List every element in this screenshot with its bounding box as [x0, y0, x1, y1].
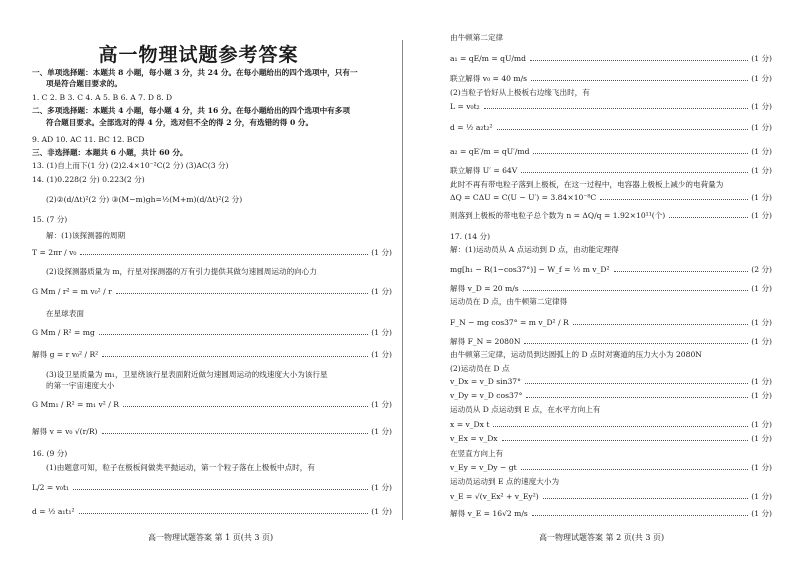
- dot-leader: [543, 498, 749, 499]
- score-points: (2 分): [751, 265, 772, 274]
- dot-leader: [102, 356, 368, 357]
- score-points: (1 分): [751, 193, 772, 202]
- text-line: 二、多项选择题：本题共 4 小题，每小题 4 分，共 16 分。在每小题给出的四个选项中有多项: [32, 106, 350, 115]
- formula-line: [32, 507, 392, 517]
- formula-line: [450, 420, 772, 430]
- formula-expression: G Mm₁ / R² = m₁ v² / R: [32, 400, 119, 409]
- text-line: (2)设探测器质量为 m，行星对探测器的万有引力提供其做匀速圆周运动的向心力: [46, 267, 317, 276]
- formula-expression: 解得 F_N = 2080N: [450, 337, 521, 346]
- score-points: (1 分): [751, 509, 772, 518]
- formula-line: [450, 337, 772, 347]
- dot-leader: [73, 489, 368, 490]
- text-line: 符合题目要求。全部选对的得 4 分，选对但不全的得 2 分，有选错的得 0 分。: [46, 118, 314, 127]
- page-1-footer: 高一物理试题答案 第 1 页(共 3 页): [148, 533, 274, 542]
- formula-line: [450, 102, 772, 112]
- score-points: (1 分): [751, 337, 772, 346]
- score-points: (1 分): [371, 248, 392, 257]
- score-points: (1 分): [371, 507, 392, 516]
- text-line: 三、非选择题：本题共 6 小题，共计 60 分。: [32, 148, 188, 157]
- score-points: (1 分): [751, 377, 772, 386]
- dot-leader: [525, 383, 748, 384]
- text-line: 运动员在 D 点，由牛顿第二定律得: [450, 297, 568, 306]
- text-line: 15. (7 分): [32, 215, 68, 224]
- formula-line: [450, 318, 772, 328]
- dot-leader: [533, 153, 748, 154]
- formula-expression: d = ½ a₂t₂²: [450, 123, 493, 132]
- formula-line: [450, 265, 772, 275]
- page-title: 高一物理试题参考答案: [98, 44, 299, 66]
- text-line: 9. AD 10. AC 11. BC 12. BCD: [32, 135, 145, 144]
- text-line: 运动员运动到 E 点的速度大小为: [450, 477, 560, 486]
- score-points: (1 分): [751, 211, 772, 220]
- text-line: 17. (14 分): [450, 232, 491, 241]
- dot-leader: [573, 324, 749, 325]
- text-line: 13. (1)自上而下(1 分) (2)2.4×10⁻²C(2 分) (3)AC(3 分): [32, 161, 229, 170]
- text-line: 解：(1)该探测器的周期: [46, 231, 126, 240]
- text-line: (2)当粒子恰好从上极板右边缘飞出时，有: [450, 88, 590, 97]
- text-line: 项是符合题目要求的。: [46, 79, 122, 88]
- text-line: 一、单项选择题：本题共 8 小题，每小题 3 分，共 24 分。在每小题给出的四个选项中，只有一: [32, 68, 358, 77]
- formula-line: [32, 427, 392, 437]
- score-points: (1 分): [751, 391, 772, 400]
- formula-expression: x = v_Dx t: [450, 420, 490, 429]
- score-points: (1 分): [371, 427, 392, 436]
- answer-page-2: [397, 0, 794, 563]
- formula-line: [32, 400, 392, 410]
- score-points: (1 分): [751, 434, 772, 443]
- formula-expression: v_Dx = v_D sin37°: [450, 377, 521, 386]
- dot-leader: [524, 343, 748, 344]
- text-line: (1)由题意可知，粒子在极板间做类平抛运动，第一个粒子落在上极板中点时，有: [46, 463, 315, 472]
- text-line: 在星球表面: [46, 309, 84, 318]
- text-line: 在竖直方向上有: [450, 449, 504, 458]
- dot-leader: [530, 60, 748, 61]
- page-2-footer: 高一物理试题答案 第 2 页(共 3 页): [539, 533, 665, 542]
- formula-line: [450, 391, 772, 401]
- dot-leader: [493, 426, 748, 427]
- score-points: (1 分): [751, 420, 772, 429]
- text-line: 此时不再有带电粒子落到上极板，在这一过程中，电容器上极板上减少的电荷量为: [450, 180, 724, 189]
- dot-leader: [526, 397, 748, 398]
- text-line: 解：(1)运动员从 A 点运动到 D 点，由动能定理得: [450, 245, 619, 254]
- text-line: 16. (9 分): [32, 449, 68, 458]
- formula-expression: 联立解得 U′ = 64V: [450, 166, 518, 175]
- text-line: 14. (1)0.228(2 分) 0.223(2 分): [32, 175, 145, 184]
- dot-leader: [531, 80, 748, 81]
- text-line: 运动员从 D 点运动到 E 点，在水平方向上有: [450, 405, 601, 414]
- formula-expression: 联立解得 v₀ = 40 m/s: [450, 74, 528, 83]
- formula-expression: a₂ = qE′/m = qU′/md: [450, 147, 530, 156]
- score-points: (1 分): [371, 350, 392, 359]
- dot-leader: [523, 290, 749, 291]
- formula-expression: a₁ = qE/m = qU/md: [450, 54, 526, 63]
- score-points: (1 分): [751, 74, 772, 83]
- dot-leader: [123, 406, 368, 407]
- formula-expression: d = ½ a₁t₁²: [32, 507, 75, 516]
- formula-line: [450, 54, 772, 64]
- dot-leader: [532, 515, 748, 516]
- formula-line: [450, 284, 772, 294]
- text-line: 1. C 2. B 3. C 4. A 5. B 6. A 7. D 8. D: [32, 93, 173, 102]
- formula-expression: G Mm / R² = mg: [32, 328, 95, 337]
- formula-expression: 解得 v_E = 16√2 m/s: [450, 509, 528, 518]
- score-points: (1 分): [751, 284, 772, 293]
- dot-leader: [502, 440, 749, 441]
- formula-expression: v_E = √(v_Ex² + v_Ey²): [450, 492, 539, 501]
- formula-expression: T = 2πr / v₀: [32, 248, 77, 257]
- text-line: (3)设卫星质量为 m₁，卫星绕该行星表面附近做匀速圆周运动的线速度大小为该行星: [46, 370, 328, 379]
- score-points: (1 分): [371, 483, 392, 492]
- text-line: 由牛顿第三定律，运动员到达圆弧上的 D 点时对赛道的压力大小为 2080N: [450, 350, 702, 359]
- dot-leader: [80, 254, 368, 255]
- formula-line: [450, 193, 772, 203]
- dot-leader: [521, 469, 749, 470]
- formula-line: [32, 483, 392, 493]
- formula-expression: L/2 = v₀t₁: [32, 483, 70, 492]
- score-points: (1 分): [371, 287, 392, 296]
- dot-leader: [521, 172, 748, 173]
- formula-expression: ΔQ = CΔU = C(U − U′) = 3.84×10⁻⁸C: [450, 193, 597, 202]
- score-points: (1 分): [751, 463, 772, 472]
- score-points: (1 分): [751, 318, 772, 327]
- formula-line: [450, 509, 772, 519]
- formula-line: [450, 147, 772, 157]
- score-points: (1 分): [751, 54, 772, 63]
- formula-line: [32, 350, 392, 360]
- score-points: (1 分): [751, 102, 772, 111]
- score-points: (1 分): [751, 492, 772, 501]
- dot-leader: [99, 334, 368, 335]
- text-line: 的第一宇宙速度大小: [46, 381, 115, 390]
- formula-line: [32, 248, 392, 258]
- score-points: (1 分): [371, 400, 392, 409]
- formula-expression: 解得 g = r v₀² / R²: [32, 350, 99, 359]
- formula-line: [450, 377, 772, 387]
- dot-leader: [497, 129, 749, 130]
- formula-expression: v_Ex = v_Dx: [450, 434, 498, 443]
- score-points: (1 分): [751, 147, 772, 156]
- text-line: 由牛顿第二定律: [450, 33, 504, 42]
- dot-leader: [116, 293, 369, 294]
- formula-line: [450, 123, 772, 133]
- dot-leader: [614, 271, 749, 272]
- dot-leader: [484, 108, 749, 109]
- formula-expression: L = v₀t₂: [450, 102, 480, 111]
- formula-line: [32, 287, 392, 297]
- dot-leader: [600, 199, 748, 200]
- formula-expression: 解得 v = v₀ √(r/R): [32, 427, 98, 436]
- formula-expression: mg[h₁ − R(1−cos37°)] − W_f = ½ m v_D²: [450, 265, 610, 274]
- formula-expression: v_Dy = v_D cos37°: [450, 391, 523, 400]
- dot-leader: [79, 513, 369, 514]
- formula-line: [450, 211, 772, 221]
- text-line: (2)运动员在 D 点: [450, 364, 510, 373]
- formula-expression: v_Ey = v_Dy − gt: [450, 463, 517, 472]
- formula-expression: G Mm / r² = m v₀² / r: [32, 287, 112, 296]
- dot-leader: [102, 433, 369, 434]
- formula-line: [450, 492, 772, 502]
- formula-line: [450, 434, 772, 444]
- score-points: (1 分): [371, 328, 392, 337]
- formula-expression: F_N − mg cos37° = m v_D² / R: [450, 318, 569, 327]
- dot-leader: [669, 217, 748, 218]
- formula-line: [32, 328, 392, 338]
- formula-expression: 解得 v_D = 20 m/s: [450, 284, 519, 293]
- formula-line: [450, 74, 772, 84]
- formula-expression: 则落到上极板的带电粒子总个数为 n = ΔQ/q = 1.92×10¹¹(个): [450, 211, 666, 220]
- score-points: (1 分): [751, 166, 772, 175]
- score-points: (1 分): [751, 123, 772, 132]
- formula-line: [450, 463, 772, 473]
- formula-line: [450, 166, 772, 176]
- text-line: (2)②(d/Δt)²(2 分) ③(M−m)gh=½(M+m)(d/Δt)²(2 分): [46, 195, 243, 204]
